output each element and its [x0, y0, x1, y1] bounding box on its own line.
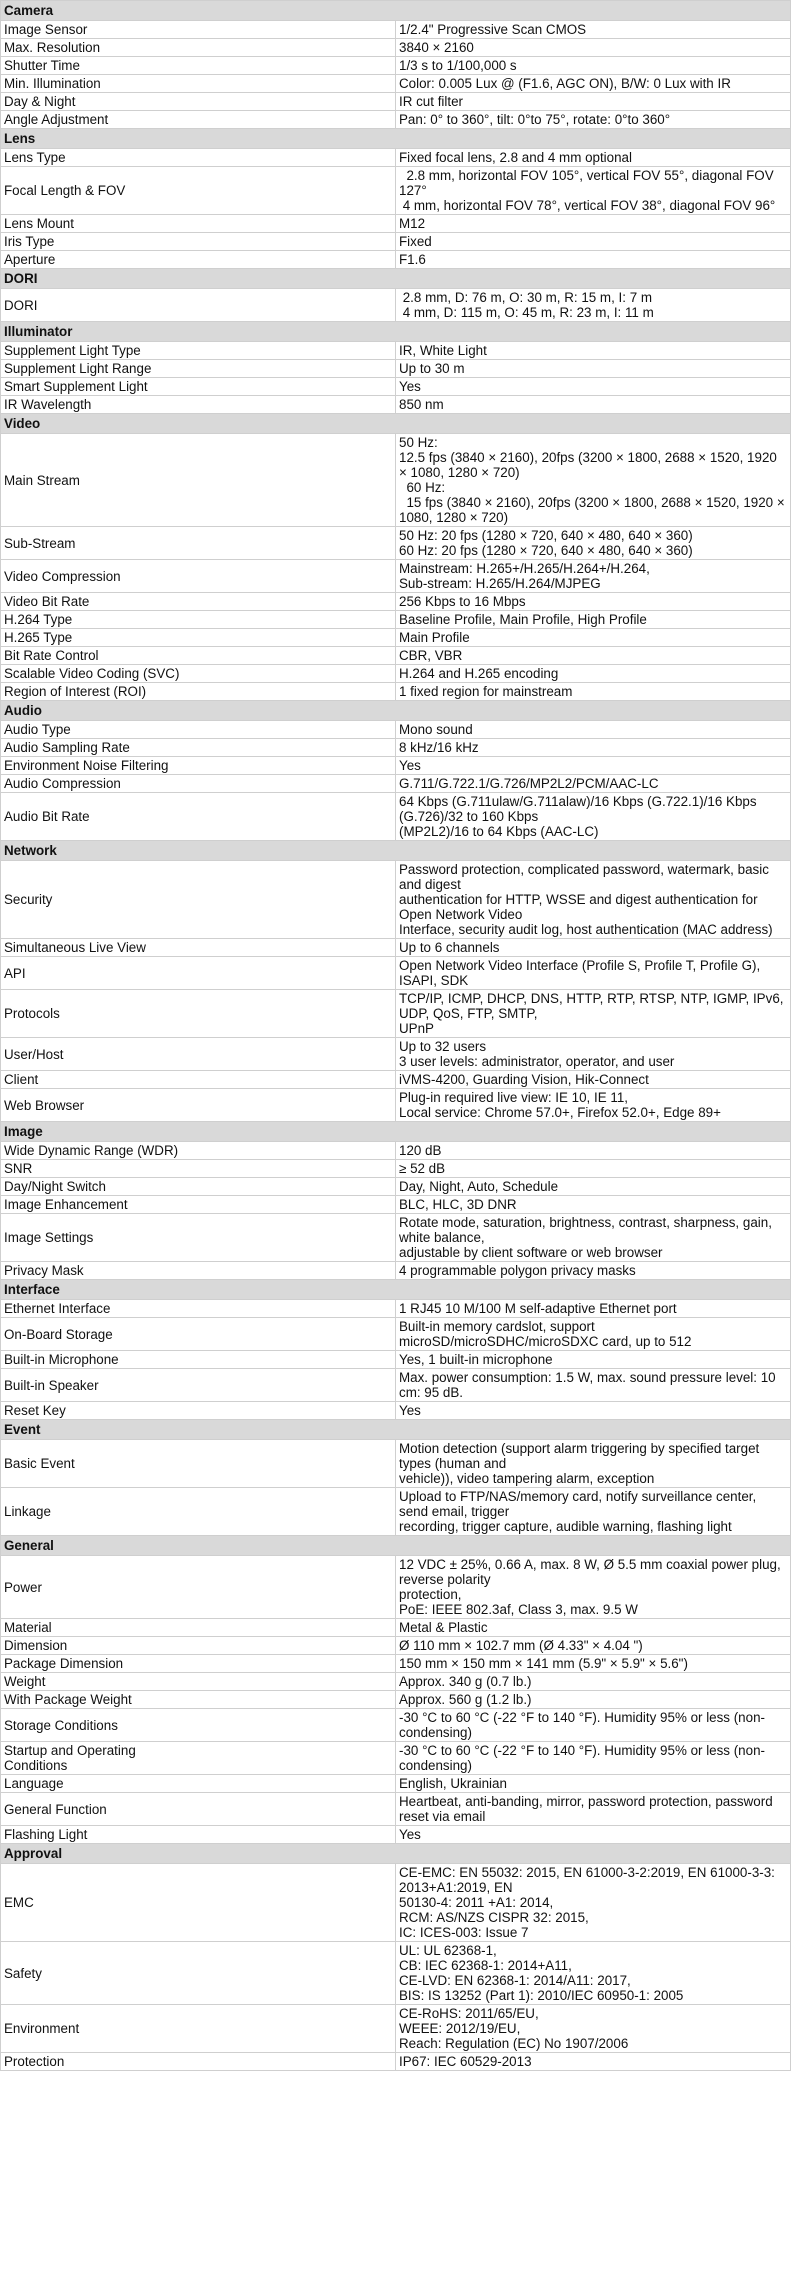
spec-label: Region of Interest (ROI) — [1, 683, 396, 701]
spec-value: English, Ukrainian — [396, 1775, 791, 1793]
spec-row — [1, 1318, 791, 1351]
spec-label: Min. Illumination — [1, 75, 396, 93]
spec-label: Built-in Speaker — [1, 1369, 396, 1402]
spec-label: Iris Type — [1, 233, 396, 251]
spec-row — [1, 1619, 791, 1637]
spec-value: 1 fixed region for mainstream — [396, 683, 791, 701]
spec-label: DORI — [1, 289, 396, 322]
spec-value: Main Profile — [396, 629, 791, 647]
spec-value: Yes — [396, 1826, 791, 1844]
spec-row — [1, 1402, 791, 1420]
spec-value: Up to 6 channels — [396, 939, 791, 957]
spec-row — [1, 1691, 791, 1709]
spec-row — [1, 665, 791, 683]
section-header-row — [1, 1536, 791, 1556]
spec-row — [1, 957, 791, 990]
spec-label: Supplement Light Type — [1, 342, 396, 360]
spec-value: BLC, HLC, 3D DNR — [396, 1196, 791, 1214]
spec-label: Lens Mount — [1, 215, 396, 233]
spec-label: Lens Type — [1, 149, 396, 167]
spec-row — [1, 739, 791, 757]
spec-row — [1, 1369, 791, 1402]
spec-value: 8 kHz/16 kHz — [396, 739, 791, 757]
spec-value: Open Network Video Interface (Profile S, Profile T, Profile G), ISAPI, SDK — [396, 957, 791, 990]
spec-value: Yes — [396, 378, 791, 396]
spec-value: Max. power consumption: 1.5 W, max. sound pressure level: 10 cm: 95 dB. — [396, 1369, 791, 1402]
spec-value: 50 Hz: 20 fps (1280 × 720, 640 × 480, 640 × 360) 60 Hz: 20 fps (1280 × 720, 640 × 480, 640 × 360) — [396, 527, 791, 560]
spec-label: IR Wavelength — [1, 396, 396, 414]
spec-row — [1, 611, 791, 629]
spec-value: M12 — [396, 215, 791, 233]
spec-row — [1, 1637, 791, 1655]
section-header-row — [1, 1, 791, 21]
spec-row — [1, 939, 791, 957]
spec-label: Video Compression — [1, 560, 396, 593]
spec-label: Dimension — [1, 1637, 396, 1655]
spec-row — [1, 1071, 791, 1089]
spec-label: Language — [1, 1775, 396, 1793]
spec-label: Environment — [1, 2005, 396, 2053]
spec-row — [1, 360, 791, 378]
spec-value: Password protection, complicated password, watermark, basic and digest authentication for HTTP, WSSE and digest authentication for Open Network Video Interface, security audit log, host authentication (MAC address) — [396, 861, 791, 939]
spec-label: Max. Resolution — [1, 39, 396, 57]
spec-value: Approx. 560 g (1.2 lb.) — [396, 1691, 791, 1709]
section-title: Event — [1, 1420, 791, 1440]
spec-value: CE-RoHS: 2011/65/EU, WEEE: 2012/19/EU, Reach: Regulation (EC) No 1907/2006 — [396, 2005, 791, 2053]
spec-row — [1, 289, 791, 322]
spec-value: iVMS-4200, Guarding Vision, Hik-Connect — [396, 1071, 791, 1089]
section-title: General — [1, 1536, 791, 1556]
spec-row — [1, 215, 791, 233]
spec-value: CBR, VBR — [396, 647, 791, 665]
spec-label: Built-in Microphone — [1, 1351, 396, 1369]
spec-label: Image Enhancement — [1, 1196, 396, 1214]
spec-row — [1, 861, 791, 939]
section-title: Interface — [1, 1280, 791, 1300]
spec-label: Day/Night Switch — [1, 1178, 396, 1196]
spec-row — [1, 775, 791, 793]
spec-row — [1, 75, 791, 93]
section-title: Approval — [1, 1844, 791, 1864]
spec-row — [1, 527, 791, 560]
section-title: Video — [1, 414, 791, 434]
spec-label: Protocols — [1, 990, 396, 1038]
spec-value: Color: 0.005 Lux @ (F1.6, AGC ON), B/W: 0 Lux with IR — [396, 75, 791, 93]
spec-value: IR, White Light — [396, 342, 791, 360]
spec-label: EMC — [1, 1864, 396, 1942]
spec-label: Bit Rate Control — [1, 647, 396, 665]
spec-row — [1, 1178, 791, 1196]
spec-label: Web Browser — [1, 1089, 396, 1122]
spec-row — [1, 1214, 791, 1262]
spec-label: Focal Length & FOV — [1, 167, 396, 215]
spec-value: CE-EMC: EN 55032: 2015, EN 61000-3-2:2019, EN 61000-3-3: 2013+A1:2019, EN 50130-4: 2011 +A1: 2014, RCM: AS/NZS CISPR 32: 2015, IC: ICES-003: Issue 7 — [396, 1864, 791, 1942]
spec-label: Angle Adjustment — [1, 111, 396, 129]
spec-row — [1, 1673, 791, 1691]
spec-row — [1, 1351, 791, 1369]
spec-value: Up to 30 m — [396, 360, 791, 378]
spec-value: IR cut filter — [396, 93, 791, 111]
spec-row — [1, 1655, 791, 1673]
spec-row — [1, 1775, 791, 1793]
spec-label: Shutter Time — [1, 57, 396, 75]
spec-row — [1, 1038, 791, 1071]
spec-label: SNR — [1, 1160, 396, 1178]
spec-row — [1, 757, 791, 775]
section-title: Network — [1, 841, 791, 861]
spec-label: Main Stream — [1, 434, 396, 527]
spec-value: Baseline Profile, Main Profile, High Profile — [396, 611, 791, 629]
spec-label: Simultaneous Live View — [1, 939, 396, 957]
spec-row — [1, 21, 791, 39]
spec-label: Aperture — [1, 251, 396, 269]
spec-row — [1, 57, 791, 75]
spec-value: TCP/IP, ICMP, DHCP, DNS, HTTP, RTP, RTSP, NTP, IGMP, IPv6, UDP, QoS, FTP, SMTP, UPnP — [396, 990, 791, 1038]
spec-row — [1, 2053, 791, 2071]
spec-label: Security — [1, 861, 396, 939]
spec-value: 150 mm × 150 mm × 141 mm (5.9" × 5.9" × 5.6") — [396, 1655, 791, 1673]
spec-row — [1, 1864, 791, 1942]
section-header-row — [1, 1122, 791, 1142]
spec-value: Yes, 1 built-in microphone — [396, 1351, 791, 1369]
spec-label: Protection — [1, 2053, 396, 2071]
section-header-row — [1, 129, 791, 149]
spec-value: 50 Hz: 12.5 fps (3840 × 2160), 20fps (3200 × 1800, 2688 × 1520, 1920 × 1080, 1280 × 720) 60 Hz: 15 fps (3840 × 2160), 20fps (3200 × 1800, 2688 × 1520, 1920 × 1080, 1280 × 720) — [396, 434, 791, 527]
spec-row — [1, 647, 791, 665]
section-header-row — [1, 841, 791, 861]
spec-row — [1, 1300, 791, 1318]
spec-row — [1, 111, 791, 129]
spec-row — [1, 2005, 791, 2053]
spec-value: 1/2.4" Progressive Scan CMOS — [396, 21, 791, 39]
spec-label: Reset Key — [1, 1402, 396, 1420]
spec-value: G.711/G.722.1/G.726/MP2L2/PCM/AAC-LC — [396, 775, 791, 793]
section-title: DORI — [1, 269, 791, 289]
spec-value: Rotate mode, saturation, brightness, contrast, sharpness, gain, white balance, adjustable by client software or web browser — [396, 1214, 791, 1262]
specification-table-body — [1, 1, 791, 2071]
spec-row — [1, 990, 791, 1038]
spec-value: 4 programmable polygon privacy masks — [396, 1262, 791, 1280]
spec-value: Up to 32 users 3 user levels: administrator, operator, and user — [396, 1038, 791, 1071]
spec-label: H.264 Type — [1, 611, 396, 629]
spec-row — [1, 378, 791, 396]
spec-value: Mono sound — [396, 721, 791, 739]
spec-value: 3840 × 2160 — [396, 39, 791, 57]
spec-label: Wide Dynamic Range (WDR) — [1, 1142, 396, 1160]
spec-label: Safety — [1, 1942, 396, 2005]
spec-label: Startup and Operating Conditions — [1, 1742, 396, 1775]
spec-label: Privacy Mask — [1, 1262, 396, 1280]
spec-label: Audio Type — [1, 721, 396, 739]
spec-value: 256 Kbps to 16 Mbps — [396, 593, 791, 611]
spec-value: Metal & Plastic — [396, 1619, 791, 1637]
spec-label: Sub-Stream — [1, 527, 396, 560]
spec-value: Mainstream: H.265+/H.265/H.264+/H.264, Sub-stream: H.265/H.264/MJPEG — [396, 560, 791, 593]
spec-value: Day, Night, Auto, Schedule — [396, 1178, 791, 1196]
section-title: Lens — [1, 129, 791, 149]
spec-label: Power — [1, 1556, 396, 1619]
section-header-row — [1, 1280, 791, 1300]
spec-value: H.264 and H.265 encoding — [396, 665, 791, 683]
spec-value: 120 dB — [396, 1142, 791, 1160]
spec-label: Material — [1, 1619, 396, 1637]
spec-label: Audio Sampling Rate — [1, 739, 396, 757]
spec-label: Ethernet Interface — [1, 1300, 396, 1318]
spec-row — [1, 1709, 791, 1742]
spec-row — [1, 1488, 791, 1536]
spec-row — [1, 1742, 791, 1775]
spec-label: Image Sensor — [1, 21, 396, 39]
spec-row — [1, 1142, 791, 1160]
spec-row — [1, 149, 791, 167]
spec-value: F1.6 — [396, 251, 791, 269]
spec-label: H.265 Type — [1, 629, 396, 647]
spec-value: Fixed focal lens, 2.8 and 4 mm optional — [396, 149, 791, 167]
spec-row — [1, 342, 791, 360]
section-title: Illuminator — [1, 322, 791, 342]
spec-row — [1, 1826, 791, 1844]
spec-value: -30 °C to 60 °C (-22 °F to 140 °F). Humidity 95% or less (non-condensing) — [396, 1742, 791, 1775]
spec-label: Environment Noise Filtering — [1, 757, 396, 775]
spec-value: 64 Kbps (G.711ulaw/G.711alaw)/16 Kbps (G.722.1)/16 Kbps (G.726)/32 to 160 Kbps (MP2L2)/16 to 64 Kbps (AAC-LC) — [396, 793, 791, 841]
spec-label: Supplement Light Range — [1, 360, 396, 378]
spec-row — [1, 793, 791, 841]
spec-value: IP67: IEC 60529-2013 — [396, 2053, 791, 2071]
spec-row — [1, 721, 791, 739]
spec-row — [1, 629, 791, 647]
spec-value: Motion detection (support alarm triggering by specified target types (human and vehicle)), video tampering alarm, exception — [396, 1440, 791, 1488]
spec-row — [1, 1262, 791, 1280]
spec-row — [1, 1196, 791, 1214]
spec-label: Scalable Video Coding (SVC) — [1, 665, 396, 683]
spec-value: Fixed — [396, 233, 791, 251]
spec-value: Yes — [396, 757, 791, 775]
section-header-row — [1, 269, 791, 289]
spec-value: 2.8 mm, D: 76 m, O: 30 m, R: 15 m, I: 7 m 4 mm, D: 115 m, O: 45 m, R: 23 m, I: 11 m — [396, 289, 791, 322]
spec-value: UL: UL 62368-1, CB: IEC 62368-1: 2014+A11, CE-LVD: EN 62368-1: 2014/A11: 2017, BIS: IS 13252 (Part 1): 2010/IEC 60950-1: 2005 — [396, 1942, 791, 2005]
spec-value: Upload to FTP/NAS/memory card, notify surveillance center, send email, trigger recording, trigger capture, audible warning, flashing light — [396, 1488, 791, 1536]
section-title: Camera — [1, 1, 791, 21]
spec-value: Plug-in required live view: IE 10, IE 11, Local service: Chrome 57.0+, Firefox 52.0+, Edge 89+ — [396, 1089, 791, 1122]
spec-row — [1, 1556, 791, 1619]
section-header-row — [1, 1844, 791, 1864]
section-header-row — [1, 322, 791, 342]
section-header-row — [1, 1420, 791, 1440]
spec-row — [1, 93, 791, 111]
spec-row — [1, 434, 791, 527]
spec-label: Smart Supplement Light — [1, 378, 396, 396]
spec-value: Ø 110 mm × 102.7 mm (Ø 4.33" × 4.04 ") — [396, 1637, 791, 1655]
spec-value: Approx. 340 g (0.7 lb.) — [396, 1673, 791, 1691]
spec-label: General Function — [1, 1793, 396, 1826]
spec-label: Flashing Light — [1, 1826, 396, 1844]
section-header-row — [1, 414, 791, 434]
section-title: Audio — [1, 701, 791, 721]
spec-value: Pan: 0° to 360°, tilt: 0°to 75°, rotate: 0°to 360° — [396, 111, 791, 129]
spec-label: API — [1, 957, 396, 990]
spec-value: Yes — [396, 1402, 791, 1420]
spec-label: Audio Compression — [1, 775, 396, 793]
spec-row — [1, 167, 791, 215]
spec-row — [1, 1793, 791, 1826]
spec-row — [1, 1160, 791, 1178]
spec-row — [1, 39, 791, 57]
spec-label: On-Board Storage — [1, 1318, 396, 1351]
spec-label: Day & Night — [1, 93, 396, 111]
spec-label: Basic Event — [1, 1440, 396, 1488]
spec-row — [1, 1942, 791, 2005]
spec-label: Image Settings — [1, 1214, 396, 1262]
spec-label: Video Bit Rate — [1, 593, 396, 611]
spec-row — [1, 1440, 791, 1488]
spec-value: 1 RJ45 10 M/100 M self-adaptive Ethernet port — [396, 1300, 791, 1318]
spec-value: 12 VDC ± 25%, 0.66 A, max. 8 W, Ø 5.5 mm coaxial power plug, reverse polarity protection, PoE: IEEE 802.3af, Class 3, max. 9.5 W — [396, 1556, 791, 1619]
spec-row — [1, 560, 791, 593]
spec-value: Built-in memory cardslot, support microSD/microSDHC/microSDXC card, up to 512 — [396, 1318, 791, 1351]
spec-label: Storage Conditions — [1, 1709, 396, 1742]
spec-row — [1, 593, 791, 611]
spec-label: Weight — [1, 1673, 396, 1691]
spec-value: 2.8 mm, horizontal FOV 105°, vertical FOV 55°, diagonal FOV 127° 4 mm, horizontal FOV 78°, vertical FOV 38°, diagonal FOV 96° — [396, 167, 791, 215]
spec-value: -30 °C to 60 °C (-22 °F to 140 °F). Humidity 95% or less (non-condensing) — [396, 1709, 791, 1742]
spec-label: Linkage — [1, 1488, 396, 1536]
spec-label: User/Host — [1, 1038, 396, 1071]
spec-value: 850 nm — [396, 396, 791, 414]
spec-row — [1, 683, 791, 701]
section-title: Image — [1, 1122, 791, 1142]
spec-value: 1/3 s to 1/100,000 s — [396, 57, 791, 75]
spec-row — [1, 1089, 791, 1122]
spec-row — [1, 396, 791, 414]
spec-value: ≥ 52 dB — [396, 1160, 791, 1178]
spec-row — [1, 251, 791, 269]
spec-row — [1, 233, 791, 251]
spec-value: Heartbeat, anti-banding, mirror, password protection, password reset via email — [396, 1793, 791, 1826]
section-header-row — [1, 701, 791, 721]
spec-label: Audio Bit Rate — [1, 793, 396, 841]
spec-label: Client — [1, 1071, 396, 1089]
spec-label: With Package Weight — [1, 1691, 396, 1709]
spec-label: Package Dimension — [1, 1655, 396, 1673]
